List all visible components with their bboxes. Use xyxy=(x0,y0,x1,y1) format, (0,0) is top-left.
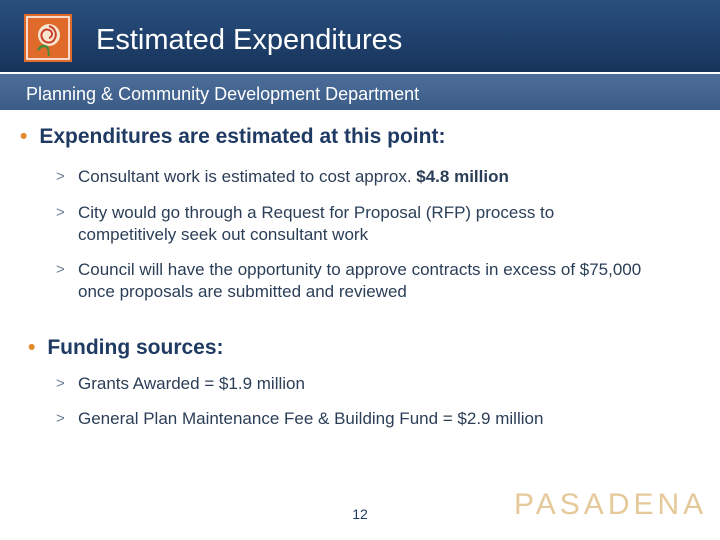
sub-bullet-icon: > xyxy=(56,261,65,278)
rfp-text: City would go through a Request for Proposal (RFP) process to competitively seek out consultant work xyxy=(78,203,555,244)
department-name: Planning & Community Development Department xyxy=(26,84,420,104)
list-item-rfp xyxy=(56,202,656,246)
sub-bullet-icon: > xyxy=(56,204,65,221)
funding-heading: Funding sources: xyxy=(47,336,224,359)
general-plan-text: General Plan Maintenance Fee & Building Fund = $2.9 million xyxy=(78,409,544,428)
list-item-general-plan xyxy=(56,408,656,430)
sub-bullet-icon: > xyxy=(56,168,65,185)
slide-title: Estimated Expenditures xyxy=(96,24,403,56)
council-text: Council will have the opportunity to approve contracts in excess of $75,000 once proposals are submitted and reviewed xyxy=(78,260,642,301)
header-bar xyxy=(0,0,720,72)
department-bar xyxy=(0,74,720,110)
list-item-consultant xyxy=(56,166,656,188)
expenditures-heading: Expenditures are estimated at this point: xyxy=(39,125,446,148)
consultant-text: Consultant work is estimated to cost approx. xyxy=(78,167,417,186)
grants-text: Grants Awarded = $1.9 million xyxy=(78,374,305,393)
bullet-funding xyxy=(28,335,224,361)
consultant-amount: $4.8 million xyxy=(416,167,509,186)
page-number: 12 xyxy=(352,506,368,522)
list-item-grants xyxy=(56,373,656,395)
rose-logo-icon xyxy=(24,14,72,62)
sub-bullet-icon: > xyxy=(56,410,65,427)
bullet-expenditures xyxy=(20,124,445,150)
bullet-dot-icon: • xyxy=(20,125,28,148)
sub-bullet-icon: > xyxy=(56,375,65,392)
pasadena-wordmark: PASADENA xyxy=(514,488,708,521)
bullet-dot-icon: • xyxy=(28,336,36,359)
list-item-council xyxy=(56,259,656,303)
